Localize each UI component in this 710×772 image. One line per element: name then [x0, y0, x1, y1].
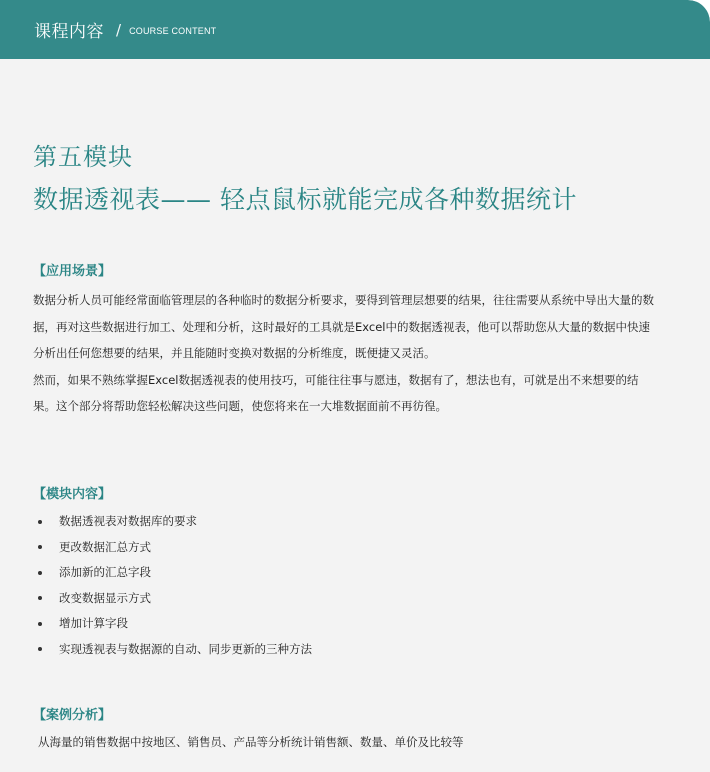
scenario-paragraph: 数据分析人员可能经常面临管理层的各种临时的数据分析要求，要得到管理层想要的结果，往往需要从系统中导出大量的数据，再对这些数据进行加工、处理和分析，这时最好的工具就是Excel中的数据透视表，他可以帮助您从大量的数据中快速分析出任何您想要的结果，并且能随时变换对数据的分析维度，既便捷又灵活。: [33, 293, 654, 360]
header-separator: /: [116, 20, 122, 39]
list-item: [38, 611, 312, 637]
content-list: [38, 509, 312, 662]
header-bar: [0, 0, 710, 59]
scenario-paragraph: 然而，如果不熟练掌握Excel数据透视表的使用技巧，可能往往事与愿违，数据有了，想法也有，可就是出不来想要的结果。这个部分将帮助您轻松解决这些问题，使您将来在一大堆数据面前不再彷徨。: [33, 372, 639, 413]
scenario-text: [33, 287, 658, 420]
header-title: 课程内容: [34, 22, 104, 42]
bullet-icon: [38, 622, 42, 626]
bullet-icon: [38, 571, 42, 575]
list-item: [38, 637, 312, 663]
list-item: [38, 560, 312, 586]
case-heading: 【案例分析】: [33, 708, 112, 723]
bullet-icon: [38, 545, 42, 549]
list-item-label: 数据透视表对数据库的要求: [59, 514, 197, 528]
bullet-icon: [38, 647, 42, 651]
list-item-label: 添加新的汇总字段: [59, 565, 151, 579]
case-text: 从海量的销售数据中按地区、销售员、产品等分析统计销售额、数量、单价及比较等: [38, 735, 464, 749]
list-item-label: 改变数据显示方式: [59, 590, 151, 605]
bullet-icon: [38, 596, 42, 600]
content-heading: 【模块内容】: [33, 487, 112, 502]
list-item-label: 实现透视表与数据源的自动、同步更新的三种方法: [59, 641, 312, 656]
header-subtitle: COURSE CONTENT: [129, 25, 217, 36]
list-item-label: 更改数据汇总方式: [59, 539, 151, 554]
list-item: [38, 509, 312, 535]
list-item-label: 增加计算字段: [59, 616, 128, 630]
module-subtitle: 数据透视表—— 轻点鼠标就能完成各种数据统计: [33, 185, 577, 214]
list-item: [38, 535, 312, 561]
scenario-heading: 【应用场景】: [33, 264, 112, 279]
bullet-icon: [38, 520, 42, 524]
module-title: 第五模块: [33, 143, 133, 171]
list-item: [38, 586, 312, 612]
